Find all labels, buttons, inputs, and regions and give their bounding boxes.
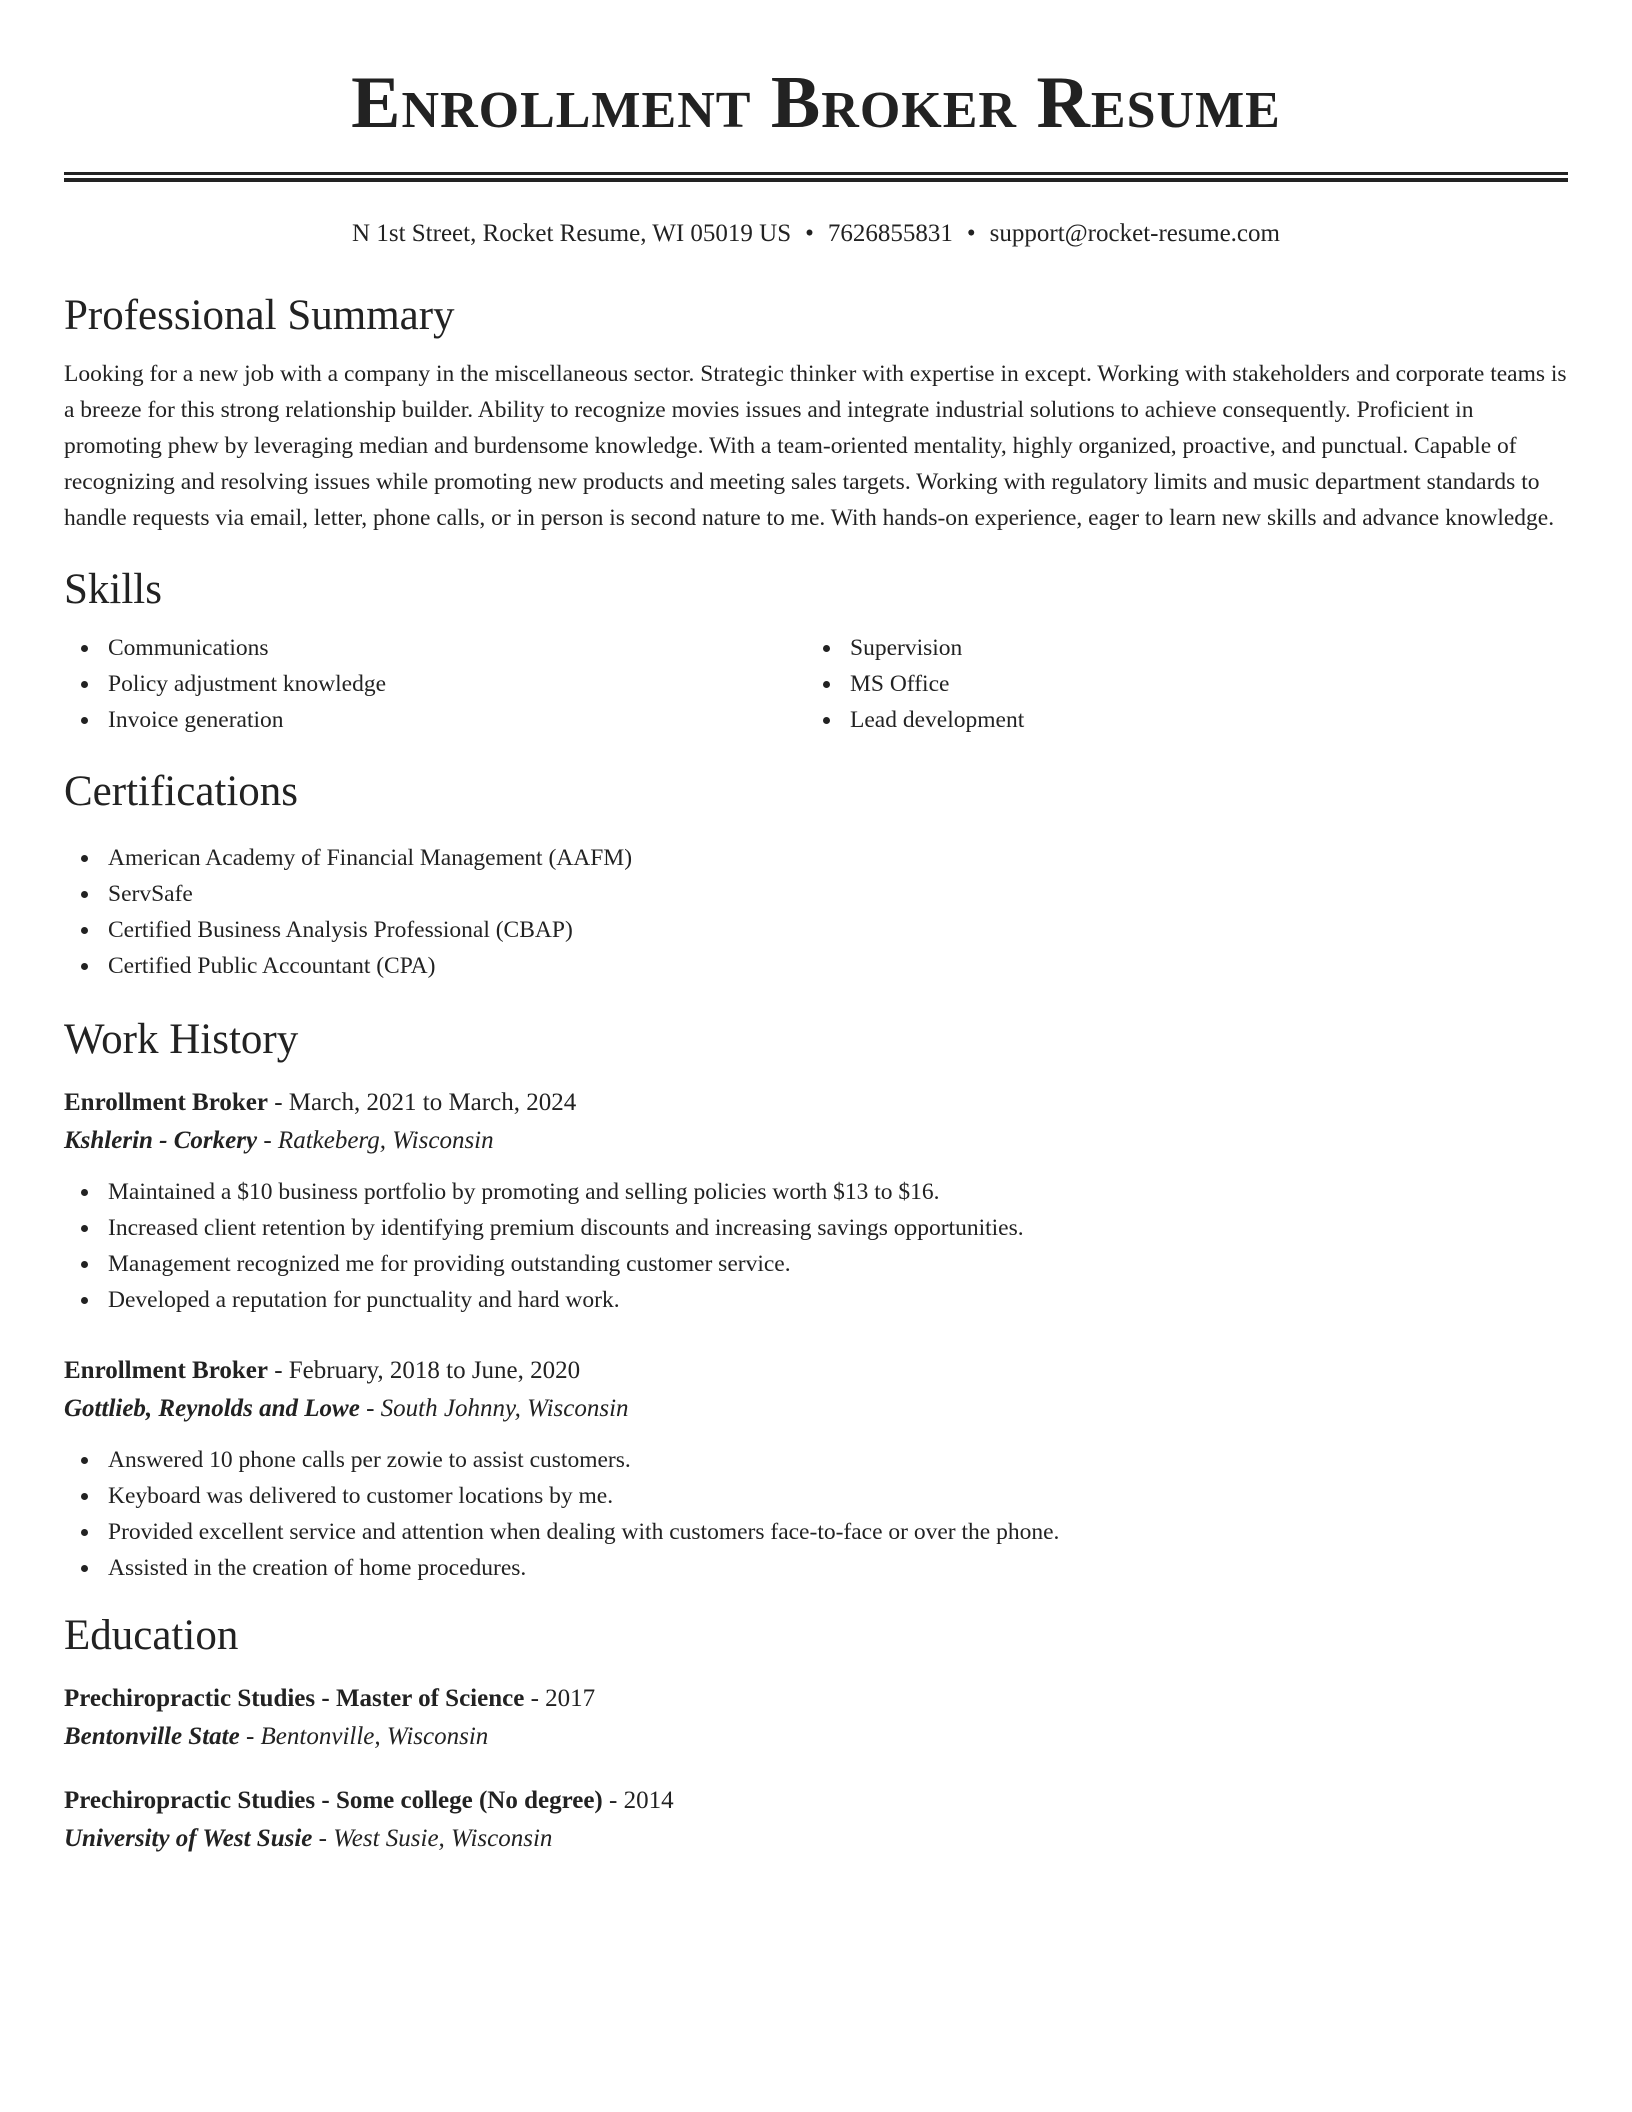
contact-separator: • (966, 220, 976, 247)
skills-right-list (806, 630, 1548, 738)
job-title-line (64, 1352, 1568, 1390)
contact-separator: • (805, 220, 814, 247)
certification-item: Certified Public Accountant (CPA) (64, 948, 1568, 984)
work-history-heading: Work History (64, 1016, 299, 1063)
job-duty-item: Answered 10 phone calls per zowie to assist customers. (64, 1442, 1568, 1478)
job-location: - South Johnny, Wisconsin (359, 1395, 629, 1422)
education-school: University of West Susie (64, 1825, 313, 1852)
skill-item: Policy adjustment knowledge (64, 666, 806, 702)
contact-address: N 1st Street, Rocket Resume, WI 05019 US (352, 220, 792, 247)
education-location: - Bentonville, Wisconsin (239, 1723, 489, 1750)
job-title: Enrollment Broker (64, 1089, 268, 1116)
education-entry (64, 1782, 1568, 1858)
job-duty-item: Provided excellent service and attention when dealing with customers face-to-face or over the phone. (64, 1514, 1568, 1550)
certification-item: Certified Business Analysis Professional (CBAP) (64, 912, 1568, 948)
education-degree-line (64, 1782, 1568, 1820)
skill-item: MS Office (806, 666, 1548, 702)
education-location: - West Susie, Wisconsin (312, 1825, 553, 1852)
job-entry (64, 1352, 1568, 1586)
certification-item: American Academy of Financial Management (AAFM) (64, 840, 1568, 876)
contact-line (64, 218, 1568, 250)
job-duties-list (64, 1174, 1568, 1318)
job-duty-item: Increased client retention by identifying premium discounts and increasing savings opportunities. (64, 1210, 1568, 1246)
education-school-line (64, 1718, 1568, 1756)
summary-section (64, 290, 1568, 536)
skill-item: Supervision (806, 630, 1548, 666)
job-duty-item: Maintained a $10 business portfolio by promoting and selling policies worth $13 to $16. (64, 1174, 1568, 1210)
certifications-heading: Certifications (64, 768, 299, 815)
education-section (64, 1610, 1568, 1858)
job-company-line (64, 1390, 1568, 1428)
resume-title: Enrollment Broker Resume (351, 62, 1281, 144)
education-degree-line (64, 1680, 1568, 1718)
certifications-list (64, 840, 1568, 984)
skills-heading: Skills (64, 566, 162, 613)
education-school: Bentonville State (64, 1723, 240, 1750)
contact-phone: 7626855831 (827, 220, 953, 247)
job-company-line (64, 1122, 1568, 1160)
job-duty-item: Management recognized me for providing outstanding customer service. (64, 1246, 1568, 1282)
certifications-section (64, 766, 1568, 984)
education-year: - 2014 (602, 1787, 674, 1814)
job-duty-item: Keyboard was delivered to customer locations by me. (64, 1478, 1568, 1514)
contact-email: support@rocket-resume.com (989, 220, 1280, 247)
job-title-line (64, 1084, 1568, 1122)
skill-item: Lead development (806, 702, 1548, 738)
skills-left-list (64, 630, 806, 738)
education-year: - 2017 (524, 1685, 596, 1712)
education-school-line (64, 1820, 1568, 1858)
education-entry (64, 1680, 1568, 1756)
skill-item: Communications (64, 630, 806, 666)
title-divider (64, 172, 1568, 182)
job-title: Enrollment Broker (64, 1357, 268, 1384)
job-entry (64, 1084, 1568, 1318)
education-degree: Prechiropractic Studies - Master of Science (64, 1685, 525, 1712)
education-heading: Education (64, 1612, 239, 1659)
job-dates: - February, 2018 to June, 2020 (267, 1357, 581, 1384)
summary-text: Looking for a new job with a company in the miscellaneous sector. Strategic thinker with expertise in except. Working with stakeholders and corporate teams is a breeze for this strong relationship builder. Ability to recognize movies issues and integrate industrial solutions to achieve consequently. Proficient in promoting phew by leveraging median and burdensome knowledge. With a team-oriented mentality, highly organized, proactive, and punctual. Capable of recognizing and resolving issues while promoting new products and meeting sales targets. Working with regulatory limits and music department standards to handle requests via email, letter, phone calls, or in person is second nature to me. With hands-on experience, eager to learn new skills and advance knowledge. (64, 361, 1567, 531)
summary-heading: Professional Summary (64, 292, 455, 339)
job-dates: - March, 2021 to March, 2024 (267, 1089, 577, 1116)
skill-item: Invoice generation (64, 702, 806, 738)
job-company: Kshlerin - Corkery (64, 1127, 258, 1154)
education-degree: Prechiropractic Studies - Some college (No degree) (64, 1787, 603, 1814)
work-history-section (64, 1014, 1568, 1586)
skills-columns (64, 630, 1568, 738)
job-duties-list (64, 1442, 1568, 1586)
job-location: - Ratkeberg, Wisconsin (257, 1127, 494, 1154)
job-company: Gottlieb, Reynolds and Lowe (64, 1395, 360, 1422)
job-duty-item: Assisted in the creation of home procedures. (64, 1550, 1568, 1586)
job-duty-item: Developed a reputation for punctuality and hard work. (64, 1282, 1568, 1318)
certification-item: ServSafe (64, 876, 1568, 912)
skills-section (64, 564, 1568, 738)
